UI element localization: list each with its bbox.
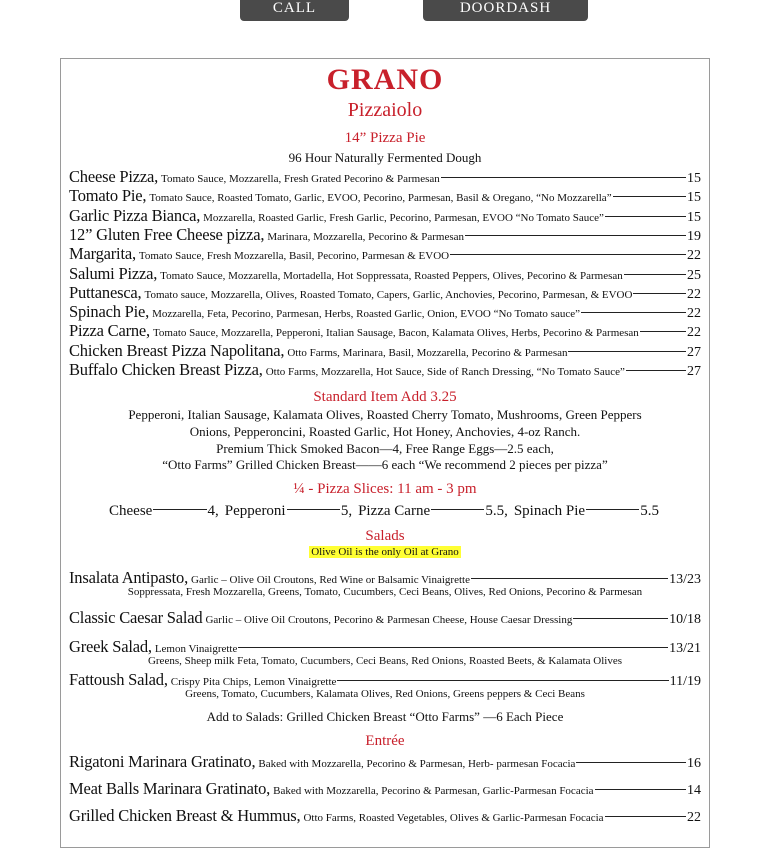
- slice-price: 5.5,: [485, 503, 508, 519]
- item-description: Tomato Sauce, Fresh Mozzarella, Basil, Pecorino, Parmesan & EVOO: [138, 250, 450, 263]
- menu-subtitle: Pizzaiolo: [347, 99, 423, 121]
- item-price: 22: [687, 306, 701, 322]
- leader-line: [595, 789, 686, 790]
- standard-add-line: Pepperoni, Italian Sausage, Kalamata Olives, Roasted Cherry Tomato, Mushrooms, Green Peppers: [128, 407, 642, 422]
- item-description: Garlic – Olive Oil Croutons, Pecorino & Parmesan Cheese, House Caesar Dressing: [205, 614, 573, 626]
- item-name: Spinach Pie,: [69, 302, 150, 322]
- item-name: Grilled Chicken Breast & Hummus,: [69, 806, 301, 825]
- item-name: Cheese Pizza,: [69, 167, 159, 186]
- salad-ingredients: Greens, Sheep milk Feta, Tomato, Cucumbers, Ceci Beans, Red Onions, Roasted Beets, & Kalamata Olives: [147, 655, 623, 667]
- item-name: Puttanesca,: [69, 282, 142, 302]
- item-price: 14: [687, 783, 701, 798]
- pizza-row: [69, 167, 701, 186]
- item-price: 22: [687, 286, 701, 302]
- item-name: Garlic Pizza Bianca,: [69, 205, 201, 225]
- leader-line: [573, 618, 668, 619]
- leader-line: [431, 509, 484, 510]
- item-name: 12” Gluten Free Cheese pizza,: [69, 224, 265, 244]
- salad-row: [69, 637, 701, 656]
- item-name: Meat Balls Marinara Gratinato,: [69, 779, 271, 798]
- item-name: Classic Caesar Salad: [69, 608, 203, 627]
- menu-image: [60, 58, 710, 848]
- slice-price: 4,: [207, 503, 219, 519]
- leader-line: [633, 293, 686, 294]
- item-description: Otto Farms, Mozzarella, Hot Sauce, Side of Ranch Dressing, “No Tomato Sauce”: [265, 366, 625, 378]
- leader-line: [568, 351, 686, 352]
- salads-title: Salads: [365, 528, 405, 544]
- standard-add-line: Onions, Pepperoncini, Roasted Garlic, Hot Honey, Anchovies, 4-oz Ranch.: [189, 424, 581, 439]
- item-price: 27: [687, 344, 701, 360]
- item-name: Rigatoni Marinara Gratinato,: [69, 752, 256, 771]
- slice-name: Pepperoni: [224, 503, 286, 519]
- item-price: 15: [687, 171, 701, 186]
- item-description: Baked with Mozzarella, Pecorino & Parmesan, Herb- parmesan Focacia: [258, 758, 576, 770]
- entree-row: [69, 779, 701, 798]
- item-description: Mozzarella, Feta, Pecorino, Parmesan, Herbs, Roasted Garlic, Onion, EVOO “No Tomato sauce”: [152, 308, 580, 321]
- item-description: Crispy Pita Chips, Lemon Vinaigrette: [170, 676, 337, 688]
- item-description: Tomato Sauce, Mozzarella, Pepperoni, Italian Sausage, Bacon, Kalamata Olives, Herbs, Pecorino & Parmesan: [152, 327, 639, 340]
- item-price: 19: [687, 228, 701, 244]
- item-name: Margarita,: [69, 244, 136, 264]
- item-name: Insalata Antipasto,: [69, 568, 189, 587]
- call-button[interactable]: CALL: [240, 0, 349, 21]
- item-name: Greek Salad,: [69, 637, 152, 656]
- item-description: Tomato Sauce, Roasted Tomato, Garlic, EVOO, Pecorino, Parmesan, Basil & Oregano, “No Mozzarella”: [149, 192, 612, 205]
- slices-row: [109, 503, 665, 523]
- leader-line: [441, 177, 686, 178]
- item-price: 22: [687, 810, 701, 825]
- leader-line: [287, 509, 340, 510]
- pizza-row: [69, 186, 701, 205]
- item-description: Tomato Sauce, Mozzarella, Fresh Grated Pecorino & Parmesan: [161, 173, 440, 185]
- leader-line: [471, 578, 668, 579]
- entree-row: [69, 752, 701, 771]
- item-price: 10/18: [669, 612, 701, 627]
- standard-add-line: “Otto Farms” Grilled Chicken Breast——6 each “We recommend 2 pieces per pizza”: [162, 457, 608, 472]
- salad-row: [69, 608, 701, 627]
- item-description: Marinara, Mozzarella, Pecorino & Parmesan: [267, 230, 465, 243]
- item-description: Lemon Vinaigrette: [154, 643, 238, 655]
- leader-line: [640, 331, 686, 332]
- item-price: 27: [687, 364, 701, 379]
- salads-add: Add to Salads: Grilled Chicken Breast “Otto Farms” —6 Each Piece: [206, 709, 564, 724]
- salad-ingredients: Soppressata, Fresh Mozzarella, Greens, Tomato, Cucumbers, Ceci Beans, Olives, Red Onions, Pecorino & Parmesan: [127, 586, 643, 598]
- pizza-row: [69, 302, 701, 321]
- item-name: Pizza Carne,: [69, 321, 150, 341]
- item-name: Fattoush Salad,: [69, 670, 168, 689]
- leader-line: [624, 274, 686, 275]
- olive-oil-note: Olive Oil is the only Oil at Grano: [311, 546, 459, 558]
- item-price: 22: [687, 248, 701, 264]
- slice-price: 5,: [340, 503, 353, 519]
- entree-title: Entrée: [365, 733, 405, 749]
- leader-line: [450, 254, 686, 255]
- leader-line: [586, 509, 639, 510]
- salads-note: [61, 546, 709, 558]
- leader-line: [613, 196, 686, 197]
- leader-line: [465, 235, 686, 236]
- item-description: Tomato Sauce, Mozzarella, Mortadella, Hot Soppressata, Roasted Peppers, Olives, Pecorino & Parmesan: [160, 269, 623, 282]
- slices-title: ¼ - Pizza Slices: 11 am - 3 pm: [293, 481, 477, 497]
- leader-line: [238, 647, 668, 648]
- slice-name: Pizza Carne: [358, 503, 431, 519]
- slice-name: Spinach Pie: [513, 503, 586, 519]
- item-name: Salumi Pizza,: [69, 263, 158, 283]
- pizza-row: [69, 321, 701, 340]
- pizza-tagline: 96 Hour Naturally Fermented Dough: [288, 150, 482, 165]
- pizza-row: [69, 244, 701, 263]
- standard-add-title: Standard Item Add 3.25: [313, 389, 457, 405]
- pizza-row: [69, 206, 701, 225]
- item-price: 25: [687, 267, 701, 283]
- entree-row: [69, 806, 701, 825]
- item-price: 15: [687, 190, 701, 206]
- menu-title: GRANO: [326, 63, 444, 96]
- item-description: Baked with Mozzarella, Pecorino & Parmesan, Garlic-Parmesan Focacia: [273, 785, 594, 797]
- pizza-row: [69, 341, 701, 360]
- item-price: 11/19: [669, 674, 701, 689]
- slice-price: 5.5: [640, 503, 660, 519]
- leader-line: [605, 216, 686, 217]
- item-price: 13/21: [669, 641, 701, 656]
- pizza-section-title: 14” Pizza Pie: [344, 130, 426, 146]
- item-description: Tomato sauce, Mozzarella, Olives, Roasted Tomato, Capers, Garlic, Anchovies, Pecorino, Parmesan, & EVOO: [144, 288, 633, 301]
- salad-row: [69, 670, 701, 689]
- item-name: Tomato Pie,: [69, 186, 147, 206]
- item-description: Otto Farms, Marinara, Basil, Mozzarella, Pecorino & Parmesan: [287, 346, 568, 359]
- leader-line: [576, 762, 686, 763]
- item-name: Buffalo Chicken Breast Pizza,: [69, 360, 263, 379]
- item-price: 16: [687, 756, 701, 771]
- leader-line: [605, 816, 686, 817]
- item-description: Mozzarella, Roasted Garlic, Fresh Garlic, Pecorino, Parmesan, EVOO “No Tomato Sauce”: [203, 211, 604, 224]
- leader-line: [337, 680, 668, 681]
- pizza-row: [69, 283, 701, 302]
- item-name: Chicken Breast Pizza Napolitana,: [69, 340, 285, 360]
- item-price: 22: [687, 325, 701, 341]
- item-price: 15: [687, 209, 701, 225]
- item-description: Otto Farms, Roasted Vegetables, Olives & Garlic-Parmesan Focacia: [303, 812, 604, 824]
- leader-line: [626, 370, 686, 371]
- pizza-row: [69, 360, 701, 379]
- salad-row: [69, 568, 701, 587]
- leader-line: [153, 509, 206, 510]
- slice-name: Cheese: [109, 503, 153, 519]
- standard-add-line: Premium Thick Smoked Bacon—4, Free Range Eggs—2.5 each,: [216, 441, 554, 456]
- item-description: Garlic – Olive Oil Croutons, Red Wine or Balsamic Vinaigrette: [191, 574, 470, 586]
- salad-ingredients: Greens, Tomato, Cucumbers, Kalamata Olives, Red Onions, Greens peppers & Ceci Beans: [185, 688, 585, 700]
- pizza-row: [69, 225, 701, 244]
- doordash-button[interactable]: DOORDASH: [423, 0, 588, 21]
- leader-line: [581, 312, 686, 313]
- pizza-row: [69, 264, 701, 283]
- item-price: 13/23: [669, 572, 701, 587]
